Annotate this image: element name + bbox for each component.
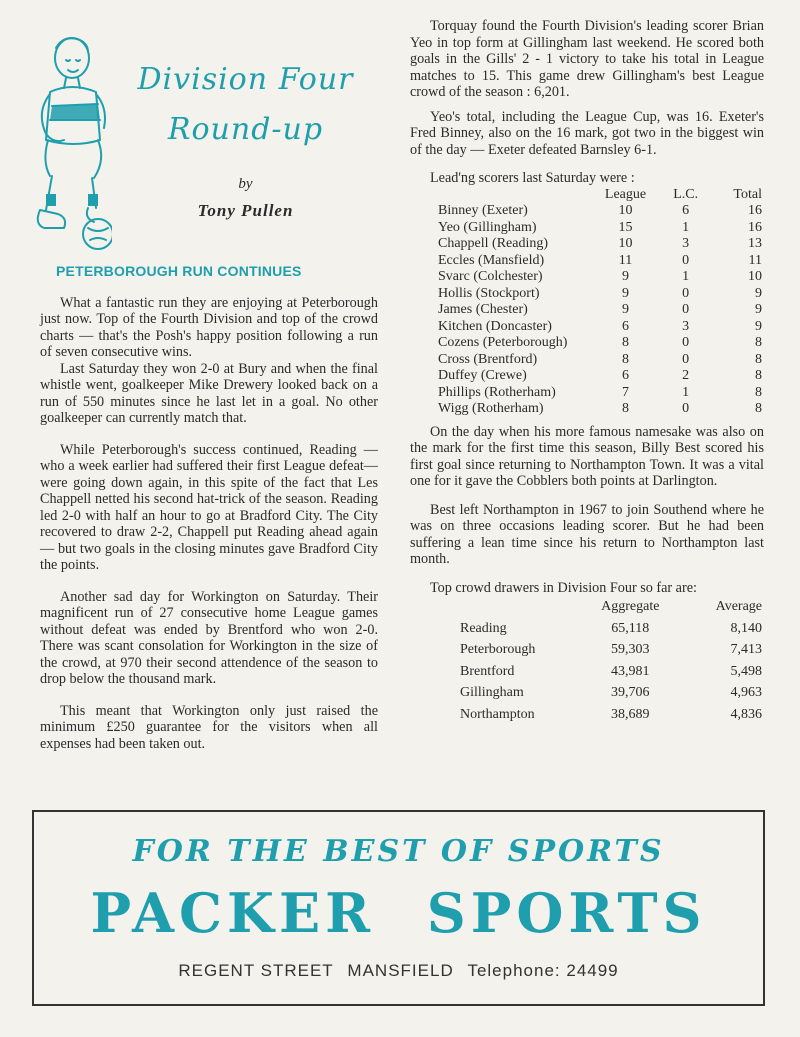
ad-street: REGENT STREET	[178, 961, 334, 980]
table-row	[438, 253, 764, 270]
byline: by	[238, 176, 253, 192]
table-cell-league: 9	[622, 269, 629, 284]
table-cell-total: 8	[755, 351, 762, 367]
table-cell-lc: 1	[682, 384, 690, 400]
table-row	[438, 302, 764, 319]
table-cell-league: 8	[622, 401, 629, 416]
table-cell-aggregate: 38,689	[611, 706, 650, 722]
table-header-row	[438, 187, 764, 204]
table-cell-name: Svarc (Colchester)	[438, 269, 543, 284]
table-cell-team: Brentford	[460, 663, 515, 679]
table-cell-aggregate: 65,118	[611, 620, 650, 636]
table-cell-lc: 3	[682, 236, 690, 251]
author-name: Tony Pullen	[197, 201, 294, 220]
table-cell-name: Binney (Exeter)	[438, 203, 528, 218]
table-cell-lc: 2	[682, 368, 690, 383]
table-cell-name: Cozens (Peterborough)	[438, 335, 568, 350]
table-cell-average: 4,963	[730, 685, 762, 700]
article-title-block	[118, 60, 373, 221]
table-row	[460, 704, 764, 726]
table-cell-league: 9	[622, 302, 629, 317]
table-cell-league: 6	[622, 368, 629, 383]
table-cell-lc: 0	[682, 252, 690, 268]
table-cell-average: 7,413	[730, 642, 762, 657]
table-row	[460, 618, 764, 640]
table-cell-average: 5,498	[730, 663, 762, 679]
ad-tagline: FOR THE BEST OF SPORTS	[132, 834, 665, 869]
table-cell-team: Gillingham	[460, 685, 524, 700]
table-cell-name: Yeo (Gillingham)	[438, 219, 537, 235]
column-header: League	[604, 186, 647, 202]
table-cell-total: 9	[755, 302, 762, 317]
table-cell-lc: 0	[682, 285, 690, 301]
column-header: L.C.	[673, 186, 699, 202]
table-cell-total: 11	[748, 252, 762, 268]
table-cell-name: Kitchen (Doncaster)	[438, 318, 552, 334]
table-cell-average: 4,836	[730, 706, 762, 722]
table-cell-aggregate: 39,706	[611, 685, 650, 700]
column-header: Total	[733, 186, 762, 202]
paragraph: What a fantastic run they are enjoying at Peterborough just now. Top of the Fourth Division and top of the crowd charts — that's the Posh's happy position following a run of seven consecutive wins.	[40, 294, 378, 360]
scorers-intro: Lead'ng scorers last Saturday were :	[430, 170, 635, 186]
table-cell-total: 16	[748, 203, 762, 218]
footballer-illustration-icon	[22, 30, 112, 255]
table-row	[438, 401, 764, 418]
paragraph: Torquay found the Fourth Division's leading scorer Brian Yeo in top form at Gillingham last weekend. He scored both goals in the Gills' 2 - 1 victory to take his total in League matches to 15. This game drew Gillingham's best League crowd of the season : 6,201.	[410, 18, 764, 100]
table-row	[438, 319, 764, 336]
article-title-line1: Division Four	[137, 62, 354, 97]
table-row	[460, 682, 764, 704]
table-cell-league: 9	[622, 285, 629, 301]
table-row	[460, 639, 764, 661]
table-row	[460, 661, 764, 683]
paragraph: Last Saturday they won 2-0 at Bury and when the final whistle went, goalkeeper Mike Drewery looked back on a run of 550 minutes since he last let in a goal. No other goalkeeper can currently match that.	[40, 360, 378, 426]
table-row	[438, 203, 764, 220]
table-row	[438, 220, 764, 237]
leading-scorers-table	[438, 187, 764, 418]
table-cell-lc: 3	[682, 318, 690, 334]
table-row	[438, 352, 764, 369]
ad-address	[34, 961, 763, 981]
table-row	[438, 385, 764, 402]
table-cell-league: 11	[618, 252, 633, 268]
advertisement-box	[32, 810, 765, 1006]
table-cell-name: Hollis (Stockport)	[438, 285, 540, 301]
table-cell-team: Northampton	[460, 706, 535, 722]
table-header-row	[460, 596, 764, 618]
paragraph: On the day when his more famous namesake was also on the mark for the first time this season, Billy Best scored his first goal since returning to Northampton Town. It was a vital one for it gave the Cobblers both points at Darlington.	[410, 423, 764, 489]
table-cell-name: Duffey (Crewe)	[438, 368, 527, 383]
paragraph: While Peterborough's success continued, Reading —who a week earlier had suffered their first League defeat—were going down again, in this spite of the fact that Les Chappell netted his second hat-trick of the season. Reading led 2-0 with half an hour to go at Bradford City. The City recovered to draw 2-2, Chappell put Reading ahead again — but two goals in the closing minutes gave Bradford City the points.	[40, 441, 378, 573]
paragraph: Best left Northampton in 1967 to join Southend where he was on three occasions leading scorer. But he had been suffering a lean time since his return to Northampton last month.	[410, 501, 764, 567]
table-row	[438, 269, 764, 286]
table-cell-name: Phillips (Rotherham)	[438, 384, 556, 400]
table-cell-total: 13	[748, 236, 762, 251]
table-cell-lc: 1	[682, 269, 690, 284]
right-column	[410, 18, 764, 725]
table-cell-lc: 0	[682, 335, 690, 350]
table-cell-total: 8	[755, 335, 762, 350]
article-title-line2: Round-up	[167, 112, 324, 147]
crowd-drawers-table	[460, 596, 764, 725]
table-cell-name: Cross (Brentford)	[438, 351, 538, 367]
table-cell-league: 8	[622, 351, 629, 367]
crowd-intro: Top crowd drawers in Division Four so far are:	[430, 579, 697, 596]
table-cell-lc: 0	[682, 401, 690, 416]
table-cell-league: 15	[618, 219, 633, 235]
table-cell-total: 8	[755, 401, 762, 416]
table-cell-league: 7	[622, 384, 629, 400]
table-cell-league: 8	[622, 335, 629, 350]
left-column	[40, 263, 378, 752]
table-cell-league: 10	[618, 203, 633, 218]
section-heading: PETERBOROUGH RUN CONTINUES	[56, 263, 302, 279]
column-header: Aggregate	[601, 599, 660, 614]
table-cell-lc: 0	[682, 302, 690, 317]
paragraph: This meant that Workington only just raised the minimum £250 guarantee for the visitors when all expenses had been taken out.	[40, 702, 378, 752]
table-cell-total: 10	[748, 269, 762, 284]
table-cell-team: Peterborough	[460, 642, 536, 657]
table-cell-name: Eccles (Mansfield)	[438, 252, 545, 268]
ad-phone: Telephone: 24499	[467, 961, 619, 980]
ad-town: MANSFIELD	[347, 961, 454, 980]
table-cell-league: 6	[622, 318, 629, 334]
table-cell-average: 8,140	[730, 620, 762, 636]
table-cell-name: Wigg (Rotherham)	[438, 401, 544, 416]
table-cell-lc: 6	[682, 203, 690, 218]
table-cell-league: 10	[618, 236, 633, 251]
ad-company-name: PACKER SPORTS	[90, 881, 707, 945]
table-row	[438, 368, 764, 385]
table-cell-total: 9	[755, 318, 762, 334]
paragraph: Yeo's total, including the League Cup, was 16. Exeter's Fred Binney, also on the 16 mark, got two in the biggest win of the day — Exeter defeated Barnsley 6-1.	[410, 108, 764, 158]
table-cell-total: 16	[748, 219, 762, 235]
table-cell-total: 9	[755, 285, 762, 301]
table-cell-total: 8	[755, 384, 762, 400]
table-cell-name: Chappell (Reading)	[438, 236, 549, 251]
table-cell-total: 8	[755, 368, 762, 383]
table-row	[438, 236, 764, 253]
table-cell-team: Reading	[460, 620, 507, 636]
table-row	[438, 286, 764, 303]
column-header: Average	[715, 599, 762, 614]
table-cell-aggregate: 59,303	[611, 642, 650, 657]
table-row	[438, 335, 764, 352]
table-cell-name: James (Chester)	[438, 302, 528, 317]
table-cell-aggregate: 43,981	[611, 663, 650, 679]
table-cell-lc: 0	[682, 351, 690, 367]
paragraph: Another sad day for Workington on Saturday. Their magnificent run of 27 consecutive home League games without defeat was ended by Brentford who won 2-0. There was scant consolation for Workington in the size of the crowd, at 970 their second attendence of the season to drop below the thousand mark.	[40, 588, 378, 687]
table-cell-lc: 1	[682, 219, 690, 235]
